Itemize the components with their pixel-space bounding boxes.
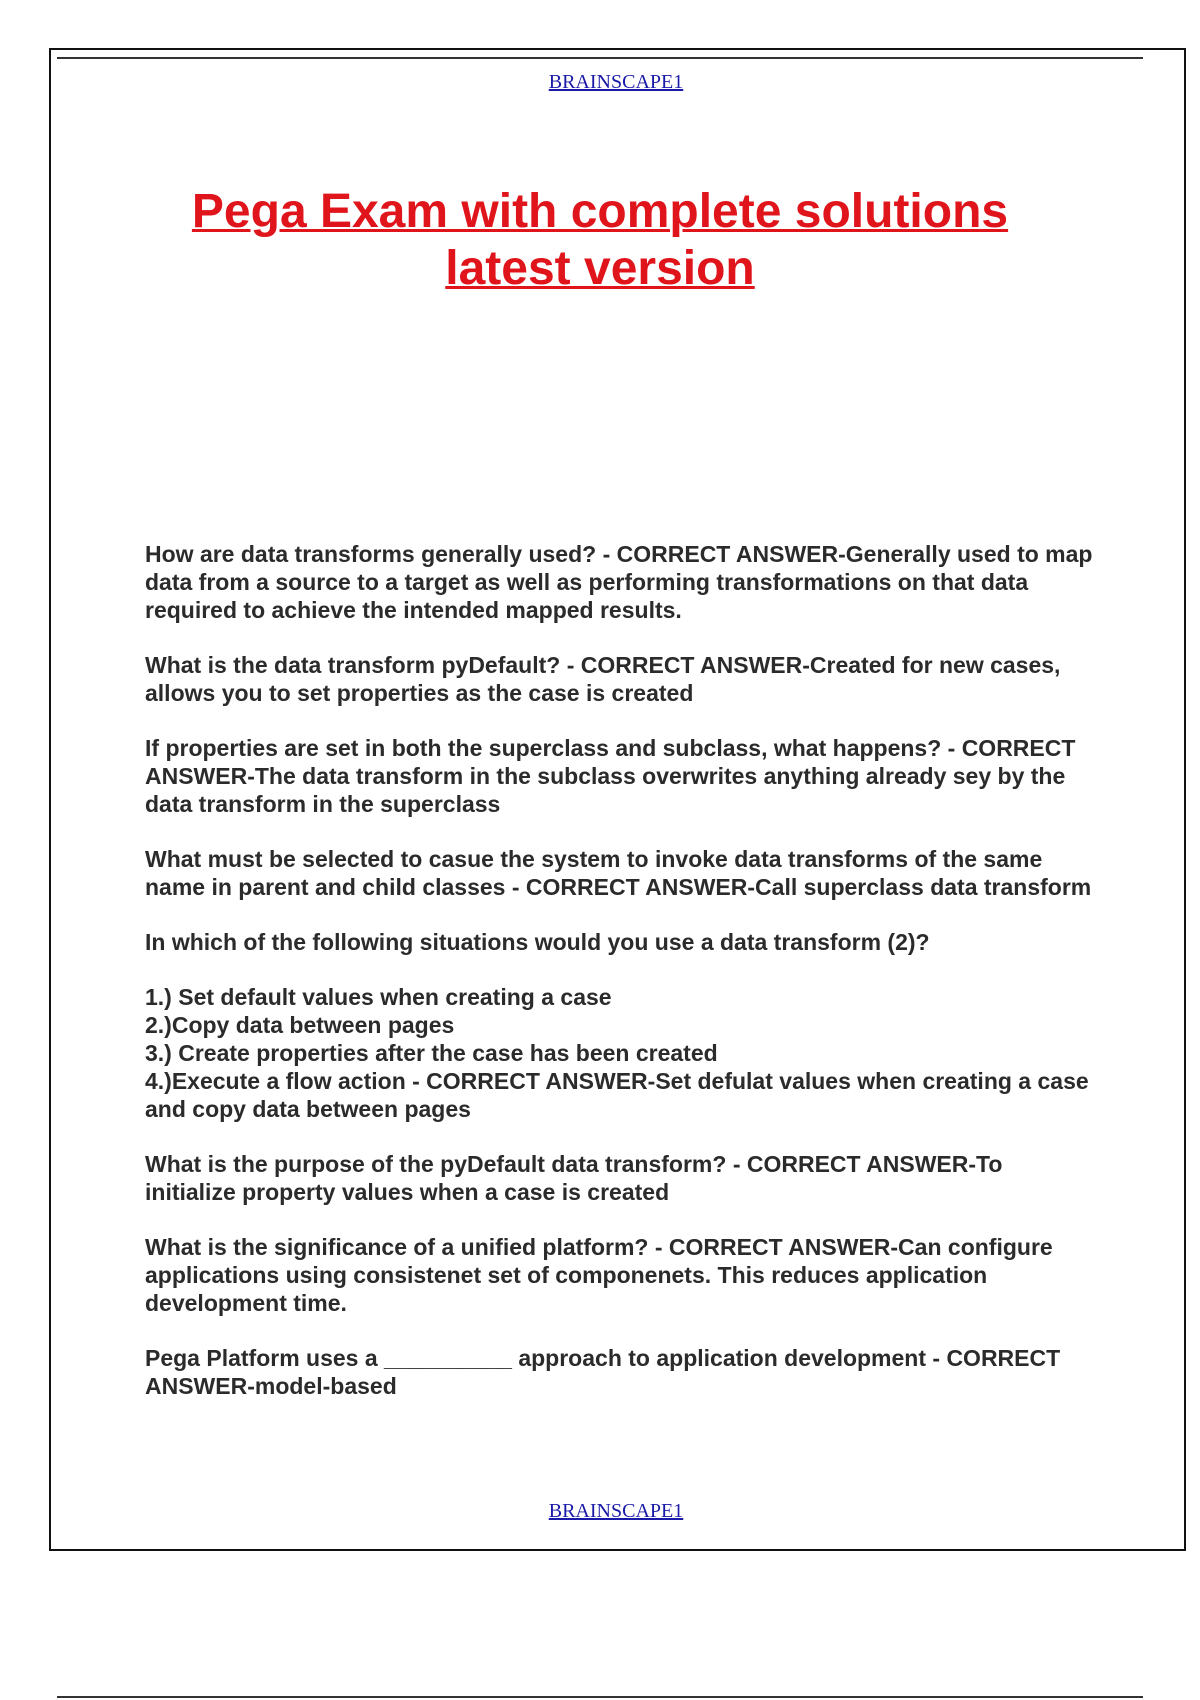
option-item: 3.) Create properties after the case has been created [145,1040,718,1066]
option-item: 2.)Copy data between pages [145,1012,455,1038]
qa-item: In which of the following situations would you use a data transform (2)? [145,929,930,955]
qa-item: Pega Platform uses a __________ approach to application development - CORRECT ANSWER-model-based [145,1345,1066,1399]
qa-item: What is the data transform pyDefault? - CORRECT ANSWER-Created for new cases, allows you to set properties as the case is created [145,652,1067,706]
option-item: 1.) Set default values when creating a case [145,984,612,1010]
title-line-2: latest version [445,242,755,295]
options-list [145,983,1095,1123]
top-rule [57,57,1143,59]
header-link[interactable]: BRAINSCAPE1 [548,71,684,93]
qa-item: How are data transforms generally used? - CORRECT ANSWER-Generally used to map data from a source to a target as well as performing transformations on that data required to achieve the intended mapped results. [145,541,1099,623]
option-item: 4.)Execute a flow action - CORRECT ANSWER-Set defulat values when creating a case and copy data between pages [145,1068,1096,1122]
qa-item: What is the purpose of the pyDefault data transform? - CORRECT ANSWER-To initialize property values when a case is created [145,1151,1009,1205]
qa-content [145,540,1099,1427]
bottom-rule [57,1696,1143,1698]
qa-item: What is the significance of a unified platform? - CORRECT ANSWER-Can configure applications using consistenet set of componenets. This reduces application development time. [145,1234,1060,1316]
title-line-1: Pega Exam with complete solutions [191,185,1009,238]
qa-item: If properties are set in both the superclass and subclass, what happens? - CORRECT ANSWER-The data transform in the subclass overwrites anything already sey by the data transform in the superclass [145,735,1081,817]
footer-link[interactable]: BRAINSCAPE1 [548,1500,684,1522]
document-title [100,183,1100,297]
qa-item: What must be selected to casue the system to invoke data transforms of the same name in parent and child classes - CORRECT ANSWER-Call superclass data transform [145,846,1092,900]
